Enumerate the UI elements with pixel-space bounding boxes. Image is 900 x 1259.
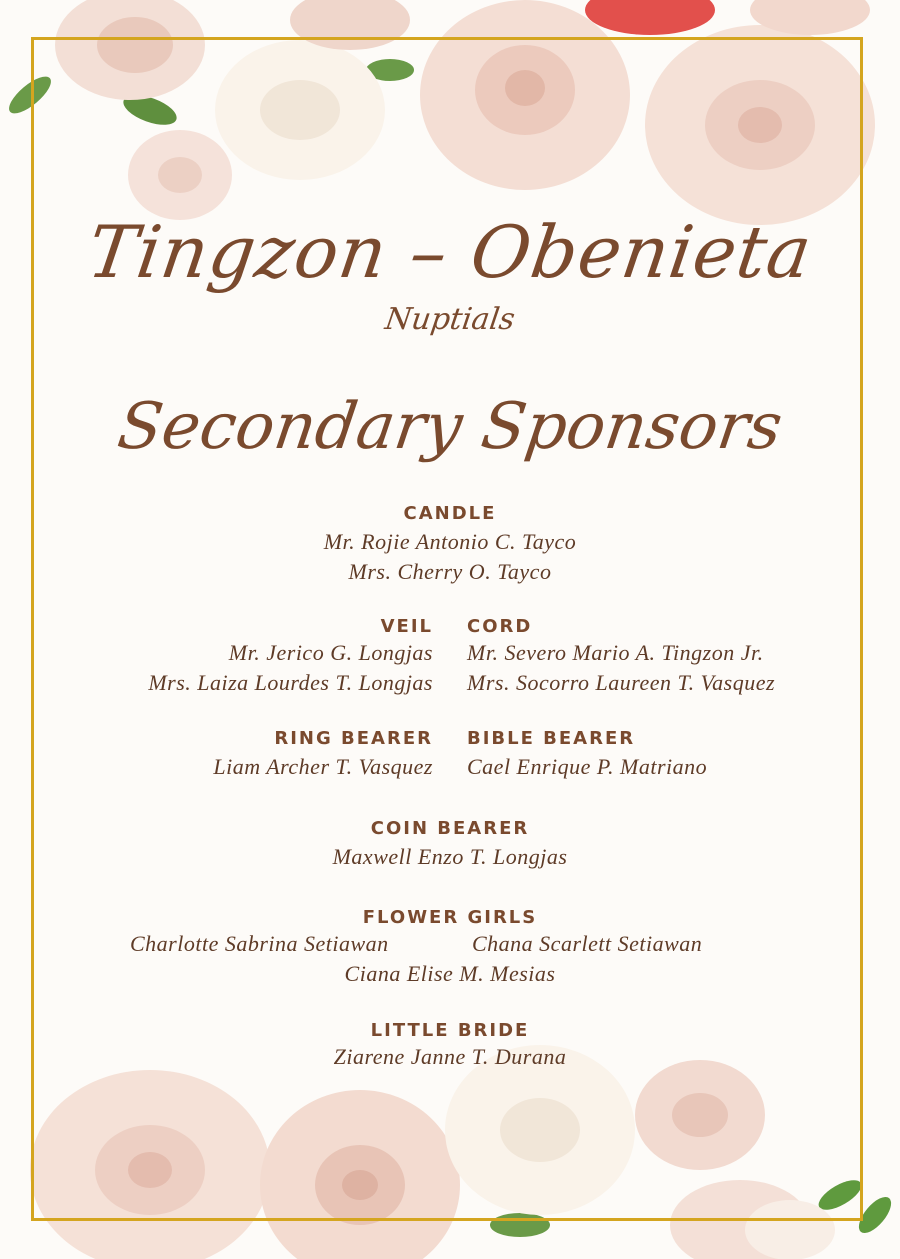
bible-bearer-label: BIBLE BEARER [467, 728, 636, 749]
candle-label: CANDLE [403, 503, 497, 524]
veil-sponsor-name: Mrs. Laiza Lourdes T. Longjas [148, 670, 433, 695]
flower-girls-label: FLOWER GIRLS [362, 907, 538, 928]
nuptials-subtitle: Nuptials [382, 302, 518, 337]
flower-girl-name: Ciana Elise M. Mesias [344, 961, 556, 986]
ring-bearer-name: Liam Archer T. Vasquez [213, 754, 433, 779]
coin-bearer-label: COIN BEARER [370, 818, 530, 839]
ring-bearer-label: RING BEARER [274, 728, 433, 749]
candle-sponsor-name: Mr. Rojie Antonio C. Tayco [323, 529, 577, 554]
cord-sponsor-name: Mrs. Socorro Laureen T. Vasquez [467, 670, 776, 695]
cord-sponsor-name: Mr. Severo Mario A. Tingzon Jr. [467, 640, 764, 665]
little-bride-label: LITTLE BRIDE [370, 1020, 530, 1041]
veil-label: VEIL [380, 616, 433, 637]
flower-girl-name: Chana Scarlett Setiawan [472, 931, 703, 956]
little-bride-name: Ziarene Janne T. Durana [333, 1044, 567, 1069]
cord-label: CORD [467, 616, 533, 637]
veil-sponsor-name: Mr. Jerico G. Longjas [228, 640, 433, 665]
coin-bearer-name: Maxwell Enzo T. Longjas [332, 844, 568, 869]
section-heading: Secondary Sponsors [113, 390, 787, 464]
couple-names-title: Tingzon – Obenieta [82, 210, 818, 294]
candle-sponsor-name: Mrs. Cherry O. Tayco [348, 559, 552, 584]
flower-girl-name: Charlotte Sabrina Setiawan [130, 931, 389, 956]
bible-bearer-name: Cael Enrique P. Matriano [467, 754, 708, 779]
